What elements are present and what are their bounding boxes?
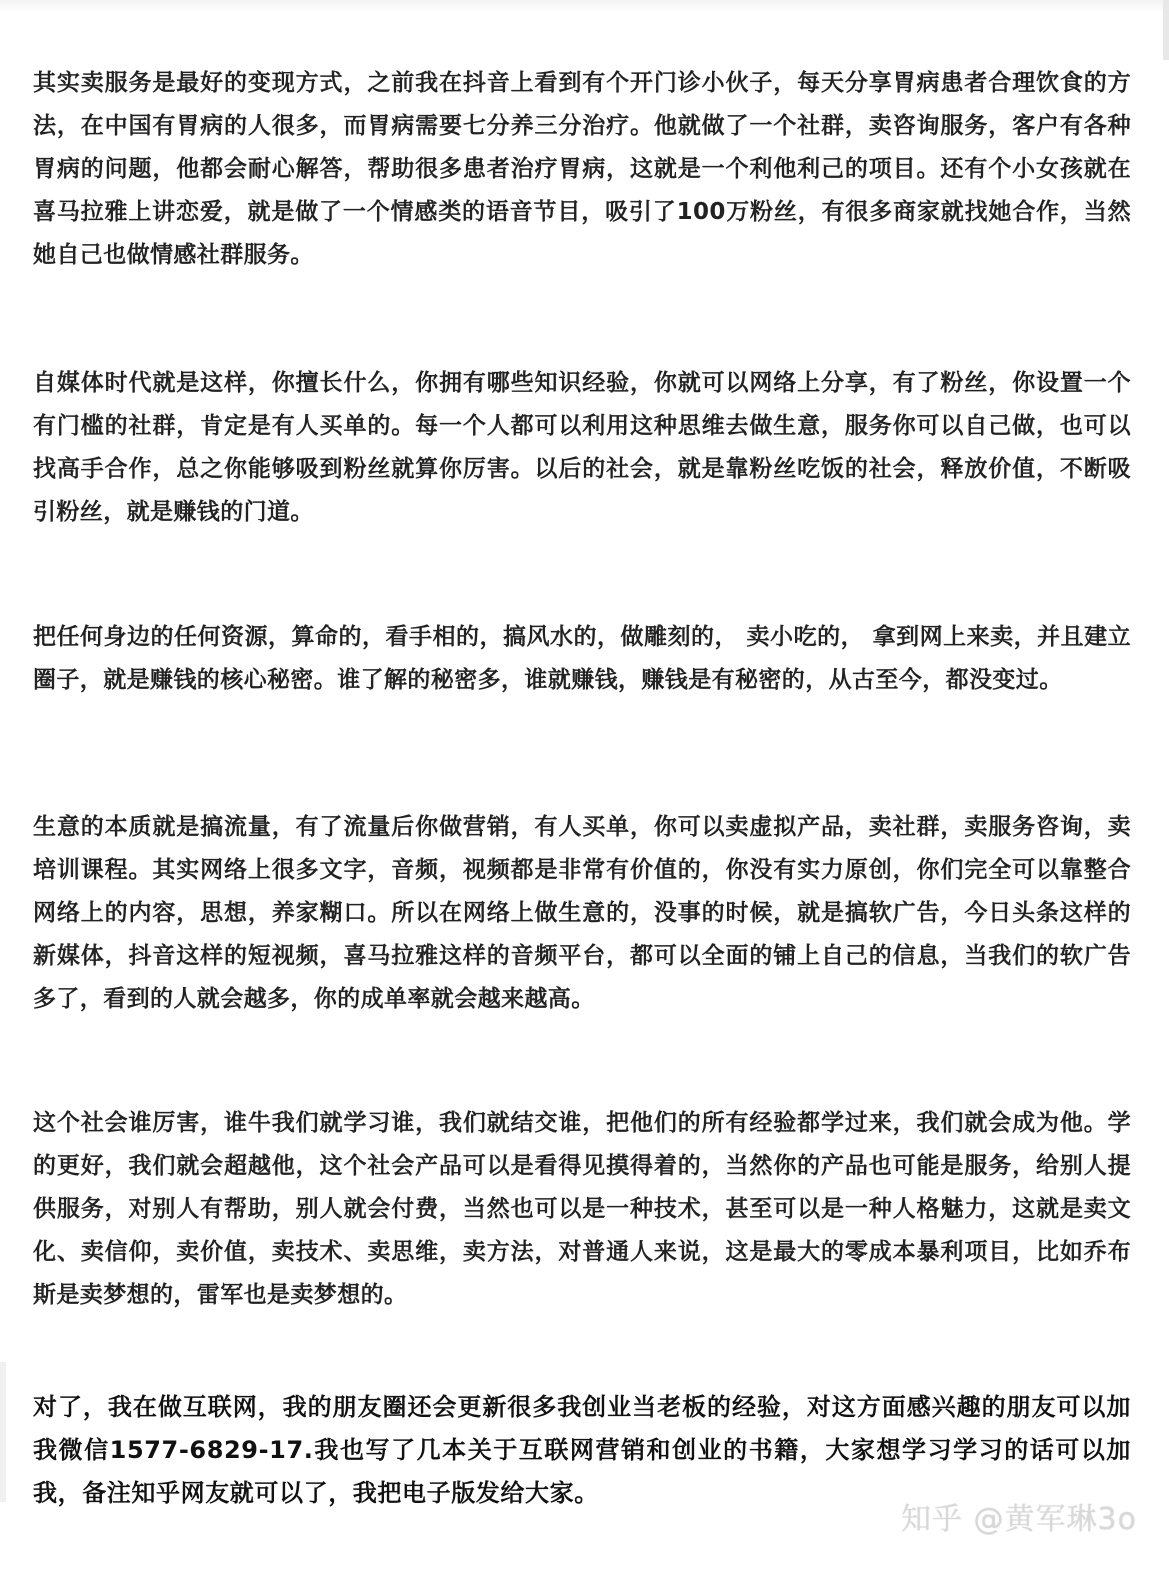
paragraph-money-secret: 把任何身边的任何资源，算命的，看手相的，搞风水的，做雕刻的， 卖小吃的， 拿到网上来卖，并且建立圈子，就是赚钱的核心秘密。谁了解的秘密多，谁就赚钱，赚钱是有秘密的，从古至今，都没变过。 xyxy=(33,624,1131,693)
paragraph-contact-info: 对了，我在做互联网，我的朋友圈还会更新很多我创业当老板的经验，对这方面感兴趣的朋友可以加我微信1577-6829-17.我也写了几本关于互联网营销和创业的书籍，大家想学习学习的话可以加我，备注知乎网友就可以了，我把电子版发给大家。 xyxy=(33,1393,1131,1507)
top-edge-shadow xyxy=(0,0,1169,12)
right-edge-shadow xyxy=(1163,0,1169,60)
left-edge-shadow xyxy=(0,1362,6,1502)
paragraph-self-media-era: 自媒体时代就是这样，你擅长什么，你拥有哪些知识经验，你就可以网络上分享，有了粉丝，你设置一个有门槛的社群，肯定是有人买单的。每一个人都可以利用这种思维去做生意，服务你可以自己做，也可以找高手合作，总之你能够吸到粉丝就算你厉害。以后的社会，就是靠粉丝吃饭的社会，释放价值，不断吸引粉丝，就是赚钱的门道。 xyxy=(33,370,1131,525)
paragraph-selling-services: 其实卖服务是最好的变现方式，之前我在抖音上看到有个开门诊小伙子，每天分享胃病患者合理饮食的方法，在中国有胃病的人很多，而胃病需要七分养三分治疗。他就做了一个社群，卖咨询服务，客户有各种胃病的问题，他都会耐心解答，帮助很多患者治疗胃病，这就是一个利他利己的项目。还有个小女孩就在喜马拉雅上讲恋爱，就是做了一个情感类的语音节目，吸引了100万粉丝，有很多商家就找她合作，当然她自己也做情感社群服务。 xyxy=(33,70,1131,268)
paragraph-business-traffic: 生意的本质就是搞流量，有了流量后你做营销，有人买单，你可以卖虚拟产品，卖社群，卖服务咨询，卖培训课程。其实网络上很多文字，音频，视频都是非常有价值的，你没有实力原创，你们完全可以靠整合网络上的内容，思想，养家糊口。所以在网络上做生意的，没事的时候，就是搞软广告，今日头条这样的新媒体，抖音这样的短视频，喜马拉雅这样的音频平台，都可以全面的铺上自己的信息，当我们的软广告多了，看到的人就会越多，你的成单率就会越来越高。 xyxy=(33,814,1131,1012)
paragraph-learn-from-the-best: 这个社会谁厉害，谁牛我们就学习谁，我们就结交谁，把他们的所有经验都学过来，我们就会成为他。学的更好，我们就会超越他，这个社会产品可以是看得见摸得着的，当然你的产品也可能是服务，给别人提供服务，对别人有帮助，别人就会付费，当然也可以是一种技术，甚至可以是一种人格魅力，这就是卖文化、卖信仰，卖价值，卖技术、卖思维，卖方法，对普通人来说，这是最大的零成本暴利项目，比如乔布斯是卖梦想的，雷军也是卖梦想的。 xyxy=(33,1110,1131,1308)
zhihu-watermark: 知乎 @黄军琳3o xyxy=(901,1502,1137,1537)
